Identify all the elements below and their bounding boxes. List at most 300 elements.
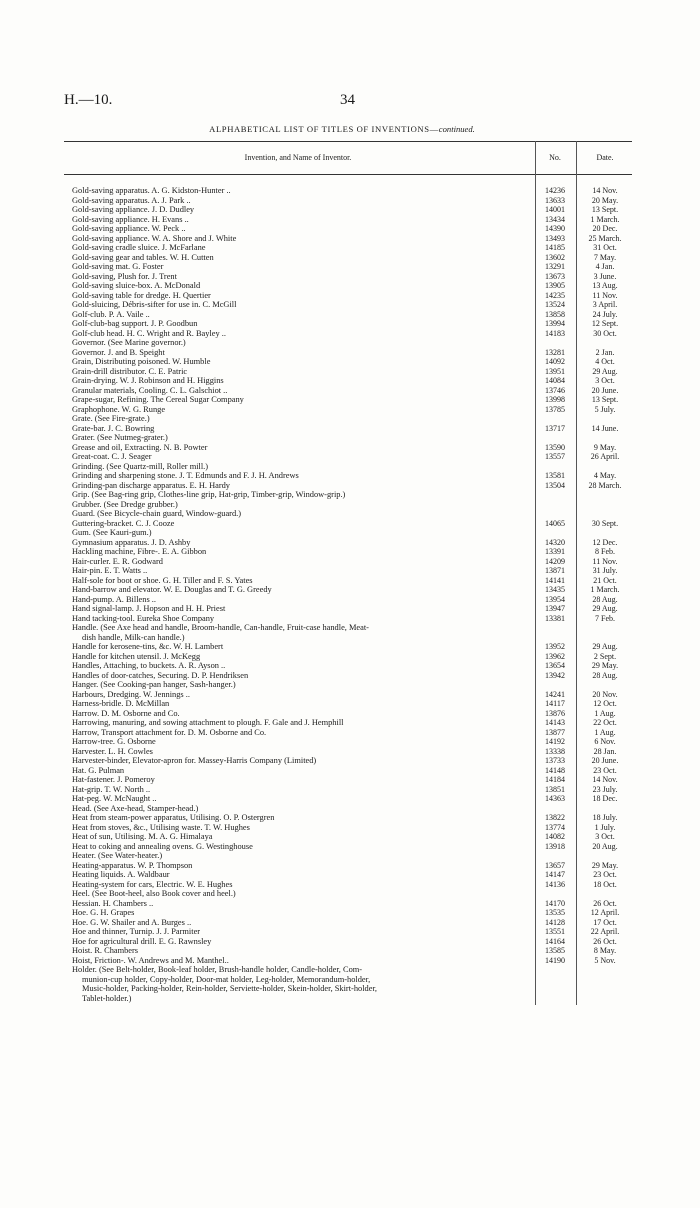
table-row — [64, 338, 632, 348]
invention-title: Golf-club head. H. C. Wright and R. Bayley .. — [72, 328, 226, 338]
table-row — [64, 528, 632, 538]
patent-number: 13871 — [545, 566, 565, 575]
invention-title: Hat. G. Pulman — [72, 765, 125, 775]
invention-title: Handle for kitchen utensil. J. McKegg — [72, 651, 201, 661]
page-identifier: H.—10. — [64, 92, 113, 108]
table-row — [64, 557, 632, 567]
table-row — [64, 395, 632, 405]
patent-date: 20 June. — [591, 756, 619, 765]
table-row — [64, 614, 632, 624]
invention-title: munion-cup holder, Copy-holder, Door-mat holder, Leg-holder, Memorandum-holder, — [82, 974, 371, 984]
invention-title: Governor. (See Marine governor.) — [72, 338, 186, 347]
invention-title: Hat-peg. W. McNaught .. — [72, 794, 157, 803]
invention-title: Harvester. L. H. Cowles — [72, 746, 153, 756]
patent-number: 14164 — [545, 936, 565, 946]
table-row — [64, 766, 632, 776]
invention-title: Governor. J. and B. Speight — [72, 347, 165, 357]
table-row — [64, 804, 632, 814]
patent-date: 5 July. — [594, 404, 616, 414]
patent-number: 13877 — [545, 727, 565, 737]
patent-date: 3 April. — [592, 300, 618, 309]
table-row — [64, 481, 632, 491]
patent-number: 13381 — [545, 613, 565, 623]
table-row — [64, 937, 632, 947]
patent-number: 14184 — [545, 775, 565, 784]
page-number: 34 — [340, 92, 355, 108]
patent-number: 13493 — [545, 233, 565, 243]
table-row — [64, 272, 632, 282]
table-row — [64, 918, 632, 928]
patent-date: 13 Sept. — [591, 395, 619, 404]
patent-number: 13338 — [545, 746, 565, 756]
table-row — [64, 291, 632, 301]
patent-number: 14209 — [545, 556, 565, 566]
invention-title: dish handle, Milk-can handle.) — [82, 632, 185, 642]
patent-date: 1 March. — [590, 585, 620, 594]
patent-date: 28 Aug. — [592, 594, 618, 604]
patent-date: 21 Oct. — [593, 575, 617, 585]
table-row — [64, 215, 632, 225]
patent-number: 13391 — [545, 547, 565, 556]
invention-title: Heat from steam-power apparatus, Utilising. O. P. Ostergren — [72, 813, 275, 822]
patent-date: 4 Jan. — [595, 262, 615, 271]
table-row — [64, 661, 632, 671]
patent-date: 11 Nov. — [592, 290, 618, 300]
patent-date: 25 March. — [588, 233, 622, 243]
patent-number: 13918 — [545, 841, 565, 851]
patent-number: 14192 — [545, 737, 565, 746]
invention-title: Harrow. D. M. Osborne and Co. — [72, 708, 180, 718]
patent-date: 18 July. — [592, 813, 618, 822]
invention-title: Tablet-holder.) — [82, 993, 132, 1003]
invention-title: Hackling machine, Fibre-. E. A. Gibbon — [72, 547, 207, 556]
table-row — [64, 956, 632, 966]
patent-number: 13504 — [545, 480, 565, 490]
invention-title: Hand-pump. A. Billens .. — [72, 594, 156, 604]
invention-title: Hoist, Friction-. W. Andrews and M. Manthel.. — [72, 955, 229, 965]
patent-number: 13858 — [545, 309, 565, 319]
patent-number: 13535 — [545, 908, 565, 917]
invention-title: Grain-drying. W. J. Robinson and H. Higgins — [72, 376, 224, 385]
patent-number: 13633 — [545, 195, 565, 205]
invention-title: Handle. (See Axe head and handle, Broom-handle, Can-handle, Fruit-case handle, Meat- — [72, 623, 369, 632]
patent-number: 14363 — [545, 794, 565, 803]
patent-date: 9 May. — [593, 442, 617, 452]
patent-date: 17 Oct. — [593, 917, 617, 927]
table-row — [64, 348, 632, 358]
patent-number: 14143 — [545, 718, 565, 727]
table-row — [64, 633, 632, 643]
invention-title: Handles, Attaching, to buckets. A. R. Ayson .. — [72, 661, 226, 670]
invention-title: Hat-grip. T. W. North .. — [72, 784, 151, 794]
invention-title: Hessian. H. Chambers .. — [72, 898, 154, 908]
table-row — [64, 386, 632, 396]
invention-title: Gold-saving gear and tables. W. H. Cutten — [72, 252, 214, 262]
table-header — [64, 141, 632, 175]
patent-date: 14 Nov. — [592, 186, 618, 195]
table-row — [64, 595, 632, 605]
invention-title: Hoe and thinner, Turnip. J. J. Parmiter — [72, 927, 201, 936]
patent-date: 29 Aug. — [592, 604, 618, 613]
invention-title: Heat from stoves, &c., Utilising waste. T. W. Hughes — [72, 822, 250, 832]
table-row — [64, 367, 632, 377]
patent-date: 23 Oct. — [593, 765, 617, 775]
invention-title: Grinding-pan discharge apparatus. E. H. Hardy — [72, 480, 230, 490]
table-row — [64, 775, 632, 785]
table-row — [64, 262, 632, 272]
table-row — [64, 756, 632, 766]
invention-title: Hand tacking-tool. Eureka Shoe Company — [72, 613, 215, 623]
table-row — [64, 414, 632, 424]
patent-date: 2 Jan. — [595, 347, 615, 357]
invention-title: Gold-saving appliance. W. A. Shore and J. White — [72, 233, 237, 243]
table-row — [64, 880, 632, 890]
table-row — [64, 281, 632, 291]
patent-date: 2 Sept. — [593, 651, 617, 661]
patent-date: 12 April. — [590, 908, 620, 917]
table-row — [64, 224, 632, 234]
patent-date: 7 Feb. — [595, 613, 615, 623]
invention-title: Grain-drill distributor. C. E. Patric — [72, 366, 188, 376]
invention-title: Golf-club. P. A. Vaile .. — [72, 309, 150, 319]
patent-date: 20 May. — [591, 195, 619, 205]
header-date: Date. — [596, 153, 614, 162]
invention-title: Golf-club-bag support. J. P. Goodbun — [72, 319, 198, 328]
table-row — [64, 452, 632, 462]
patent-date: 1 Aug. — [594, 708, 616, 718]
patent-date: 22 Oct. — [593, 718, 617, 727]
patent-number: 14236 — [545, 186, 565, 195]
table-row — [64, 253, 632, 263]
invention-title: Gold-saving mat. G. Foster — [72, 262, 164, 271]
invention-title: Granular materials, Cooling. C. L. Galschiot .. — [72, 385, 228, 395]
invention-title: Heating liquids. A. Waldbaur — [72, 870, 170, 879]
invention-title: Hoist. R. Chambers — [72, 946, 139, 955]
patent-number: 13281 — [545, 347, 565, 357]
patent-date: 4 May. — [593, 471, 617, 480]
patent-number: 14170 — [545, 898, 565, 908]
patent-date: 3 June. — [593, 271, 617, 281]
invention-title: Gold-saving apparatus. A. J. Park .. — [72, 195, 191, 205]
table-row — [64, 946, 632, 956]
inventions-table — [64, 186, 632, 1003]
table-row — [64, 927, 632, 937]
invention-title: Great-coat. C. J. Seager — [72, 452, 152, 461]
patent-number: 13590 — [545, 442, 565, 452]
table-row — [64, 709, 632, 719]
table-row — [64, 908, 632, 918]
invention-title: Grip. (See Bag-ring grip, Clothes-line grip, Hat-grip, Timber-grip, Window-grip.) — [72, 490, 346, 499]
invention-title: Heating-system for cars, Electric. W. E. Hughes — [72, 879, 233, 889]
table-row — [64, 728, 632, 738]
table-row — [64, 642, 632, 652]
table-row — [64, 509, 632, 519]
patent-date: 31 Oct. — [593, 243, 617, 252]
table-row — [64, 899, 632, 909]
invention-title: Hair-pin. E. T. Watts .. — [72, 566, 148, 575]
table-row — [64, 376, 632, 386]
patent-number: 14065 — [545, 518, 565, 528]
patent-date: 11 Nov. — [592, 556, 618, 566]
patent-date: 26 Oct. — [593, 936, 617, 946]
invention-title: Hoe for agricultural drill. E. G. Rawnsley — [72, 936, 212, 946]
table-row — [64, 699, 632, 709]
table-row — [64, 462, 632, 472]
table-row — [64, 243, 632, 253]
table-row — [64, 576, 632, 586]
table-row — [64, 300, 632, 310]
patent-number: 13551 — [545, 927, 565, 936]
table-row — [64, 737, 632, 747]
patent-date: 7 May. — [593, 252, 617, 262]
invention-title: Hand signal-lamp. J. Hopson and H. H. Priest — [72, 604, 226, 613]
invention-title: Gold-saving appliance. J. D. Dudley — [72, 205, 195, 214]
patent-number: 13952 — [545, 642, 565, 651]
patent-number: 13602 — [545, 252, 565, 262]
table-row — [64, 652, 632, 662]
patent-date: 26 Oct. — [593, 898, 617, 908]
invention-title: Gold-saving table for dredge. H. Quertier — [72, 290, 211, 300]
invention-title: Holder. (See Belt-holder, Book-leaf holder, Brush-handle holder, Candle-holder, Com- — [72, 965, 363, 974]
table-row — [64, 186, 632, 196]
table-row — [64, 718, 632, 728]
invention-title: Heater. (See Water-heater.) — [72, 851, 163, 860]
table-row — [64, 889, 632, 899]
table-row — [64, 680, 632, 690]
table-row — [64, 747, 632, 757]
patent-number: 14082 — [545, 832, 565, 841]
table-row — [64, 234, 632, 244]
table-row — [64, 965, 632, 975]
invention-title: Grinding and sharpening stone. J. T. Edmunds and F. J. H. Andrews — [72, 471, 299, 480]
invention-title: Hand-barrow and elevator. W. E. Douglas and T. G. Greedy — [72, 585, 272, 594]
invention-title: Grease and oil, Extracting. N. B. Powter — [72, 442, 208, 452]
invention-title: Grate. (See Fire-grate.) — [72, 414, 150, 423]
header-invention: Invention, and Name of Inventor. — [244, 153, 352, 162]
patent-date: 8 Feb. — [595, 547, 615, 556]
patent-number: 13581 — [545, 471, 565, 480]
invention-title: Hoe. G. W. Shailer and A. Burges .. — [72, 917, 192, 927]
patent-number: 13585 — [545, 946, 565, 955]
patent-number: 14185 — [545, 243, 565, 252]
patent-number: 14128 — [545, 917, 565, 927]
patent-date: 24 July. — [592, 309, 618, 319]
patent-number: 13994 — [545, 319, 565, 328]
patent-number: 13746 — [545, 385, 565, 395]
invention-title: Guard. (See Bicycle-chain guard, Window-guard.) — [72, 509, 242, 518]
table-row — [64, 443, 632, 453]
patent-date: 29 May. — [591, 661, 619, 670]
table-row — [64, 842, 632, 852]
invention-title: Head. (See Axe-head, Stamper-head.) — [72, 803, 199, 813]
invention-title: Grate-bar. J. C. Bowring — [72, 423, 155, 433]
patent-date: 3 Oct. — [595, 832, 615, 841]
patent-number: 14141 — [545, 575, 565, 585]
invention-title: Heel. (See Boot-heel, also Book cover and heel.) — [72, 889, 236, 898]
table-row — [64, 851, 632, 861]
table-row — [64, 566, 632, 576]
list-title — [64, 124, 620, 134]
patent-number: 13954 — [545, 594, 565, 604]
patent-number: 13673 — [545, 271, 565, 281]
patent-date: 13 Aug. — [592, 281, 618, 290]
patent-date: 1 Aug. — [594, 727, 616, 737]
patent-date: 20 Dec. — [592, 224, 618, 233]
table-row — [64, 357, 632, 367]
table-row — [64, 870, 632, 880]
patent-number: 13951 — [545, 366, 565, 376]
table-row — [64, 538, 632, 548]
table-row — [64, 547, 632, 557]
patent-date: 20 June. — [591, 385, 619, 395]
patent-number: 14084 — [545, 376, 565, 385]
patent-number: 13876 — [545, 708, 565, 718]
patent-date: 3 Oct. — [595, 376, 615, 385]
patent-number: 13654 — [545, 661, 565, 670]
patent-date: 18 Dec. — [592, 794, 618, 803]
table-row — [64, 329, 632, 339]
patent-date: 22 April. — [590, 927, 620, 936]
invention-title: Gold-saving appliance. H. Evans .. — [72, 214, 189, 224]
table-row — [64, 623, 632, 633]
table-row — [64, 671, 632, 681]
patent-date: 28 Jan. — [593, 746, 617, 756]
patent-number: 13774 — [545, 822, 565, 832]
patent-number: 14117 — [545, 699, 565, 708]
patent-date: 31 July. — [592, 566, 618, 575]
patent-date: 14 Nov. — [592, 775, 618, 784]
patent-date: 12 Sept. — [591, 319, 619, 328]
patent-number: 14147 — [545, 870, 565, 879]
patent-date: 18 Oct. — [593, 879, 617, 889]
patent-date: 23 July. — [592, 784, 618, 794]
patent-number: 14241 — [545, 689, 565, 699]
invention-title: Graphophone. W. G. Runge — [72, 404, 166, 414]
table-row — [64, 813, 632, 823]
patent-number: 13435 — [545, 585, 565, 594]
patent-number: 13822 — [545, 813, 565, 822]
patent-number: 14183 — [545, 328, 565, 338]
table-row — [64, 975, 632, 985]
invention-title: Gold-saving, Plush for. J. Trent — [72, 271, 177, 281]
invention-title: Hanger. (See Cooking-pan hanger, Sash-hanger.) — [72, 680, 236, 689]
patent-number: 13851 — [545, 784, 565, 794]
table-row — [64, 433, 632, 443]
patent-date: 20 Aug. — [592, 841, 618, 851]
invention-title: Grape-sugar, Refining. The Cereal Sugar Company — [72, 395, 244, 404]
invention-title: Harrow-tree. G. Osborne — [72, 737, 156, 746]
patent-date: 23 Oct. — [593, 870, 617, 879]
patent-date: 1 July. — [594, 822, 616, 832]
patent-number: 14148 — [545, 765, 565, 775]
invention-title: Harrow, Transport attachment for. D. M. Osborne and Co. — [72, 727, 267, 737]
patent-date: 29 Aug. — [592, 642, 618, 651]
patent-date: 29 Aug. — [592, 366, 618, 376]
invention-title: Harbours, Dredging. W. Jennings .. — [72, 689, 190, 699]
invention-title: Handles of door-catches, Securing. D. P. Hendriksen — [72, 670, 249, 680]
patent-date: 28 Aug. — [592, 670, 618, 680]
patent-date: 6 Nov. — [594, 737, 616, 746]
invention-title: Harness-bridle. D. McMillan — [72, 699, 170, 708]
table-row — [64, 585, 632, 595]
invention-title: Grater. (See Nutmeg-grater.) — [72, 433, 168, 442]
patent-number: 14390 — [545, 224, 565, 233]
invention-title: Heating-apparatus. W. P. Thompson — [72, 860, 193, 870]
patent-number: 13785 — [545, 404, 565, 414]
invention-title: Hair-curler. E. R. Godward — [72, 556, 163, 566]
table-row — [64, 500, 632, 510]
patent-number: 13434 — [545, 214, 565, 224]
table-row — [64, 832, 632, 842]
invention-title: Gold-saving appliance. W. Peck .. — [72, 224, 186, 233]
patent-number: 13657 — [545, 860, 565, 870]
patent-number: 14320 — [545, 537, 565, 547]
invention-title: Grinding. (See Quartz-mill, Roller mill.) — [72, 461, 209, 471]
invention-title: Gum. (See Kauri-gum.) — [72, 528, 152, 537]
patent-date: 13 Sept. — [591, 205, 619, 214]
list-title-main: ALPHABETICAL LIST OF TITLES OF INVENTIONS— — [209, 124, 439, 134]
patent-date: 1 March. — [590, 214, 620, 224]
table-row — [64, 310, 632, 320]
patent-number: 13733 — [545, 756, 565, 765]
patent-date: 26 April. — [590, 452, 620, 461]
patent-date: 12 Oct. — [593, 699, 617, 708]
patent-number: 14235 — [545, 290, 565, 300]
table-row — [64, 319, 632, 329]
invention-title: Hoe. G. H. Grapes — [72, 908, 135, 917]
patent-number: 13905 — [545, 281, 565, 290]
patent-number: 14092 — [545, 357, 565, 366]
invention-title: Harvester-binder, Elevator-apron for. Massey-Harris Company (Limited) — [72, 756, 317, 765]
patent-number: 13717 — [545, 423, 565, 433]
patent-date: 12 Dec. — [592, 537, 618, 547]
invention-title: Gold-sluicing, Débris-sifter for use in. C. McGill — [72, 300, 237, 309]
patent-date: 5 Nov. — [594, 955, 616, 965]
patent-date: 30 Oct. — [593, 328, 617, 338]
patent-number: 13557 — [545, 452, 565, 461]
invention-title: Gold-saving cradle sluice. J. McFarlane — [72, 243, 206, 252]
patent-date: 14 June. — [591, 423, 619, 433]
list-title-continued: continued. — [438, 124, 475, 134]
table-row — [64, 984, 632, 994]
invention-title: Gold-saving apparatus. A. G. Kidston-Hunter .. — [72, 186, 231, 195]
table-row — [64, 861, 632, 871]
table-row — [64, 490, 632, 500]
patent-date: 28 March. — [588, 480, 622, 490]
table-row — [64, 604, 632, 614]
table-row — [64, 471, 632, 481]
header-number: No. — [549, 153, 561, 162]
patent-date: 4 Oct. — [595, 357, 615, 366]
invention-title: Grubber. (See Dredge grubber.) — [72, 499, 178, 509]
patent-number: 14001 — [545, 205, 565, 214]
invention-title: Guttering-bracket. C. J. Cooze — [72, 518, 175, 528]
patent-number: 13998 — [545, 395, 565, 404]
patent-number: 14190 — [545, 955, 565, 965]
invention-title: Heat to coking and annealing ovens. G. Westinghouse — [72, 841, 253, 851]
table-row — [64, 424, 632, 434]
invention-title: Music-holder, Packing-holder, Rein-holder, Serviette-holder, Skein-holder, Skirt-holder, — [82, 984, 377, 993]
invention-title: Hat-fastener. J. Pomeroy — [72, 775, 155, 784]
table-row — [64, 205, 632, 215]
table-row — [64, 196, 632, 206]
patent-number: 13524 — [545, 300, 565, 309]
table-row — [64, 823, 632, 833]
invention-title: Half-sole for boot or shoe. G. H. Tiller and F. S. Yates — [72, 575, 253, 585]
invention-title: Harrowing, manuring, and sowing attachment to plough. F. Gale and J. Hemphill — [72, 718, 344, 727]
patent-number: 13962 — [545, 651, 565, 661]
invention-title: Gold-saving sluice-box. A. McDonald — [72, 281, 201, 290]
